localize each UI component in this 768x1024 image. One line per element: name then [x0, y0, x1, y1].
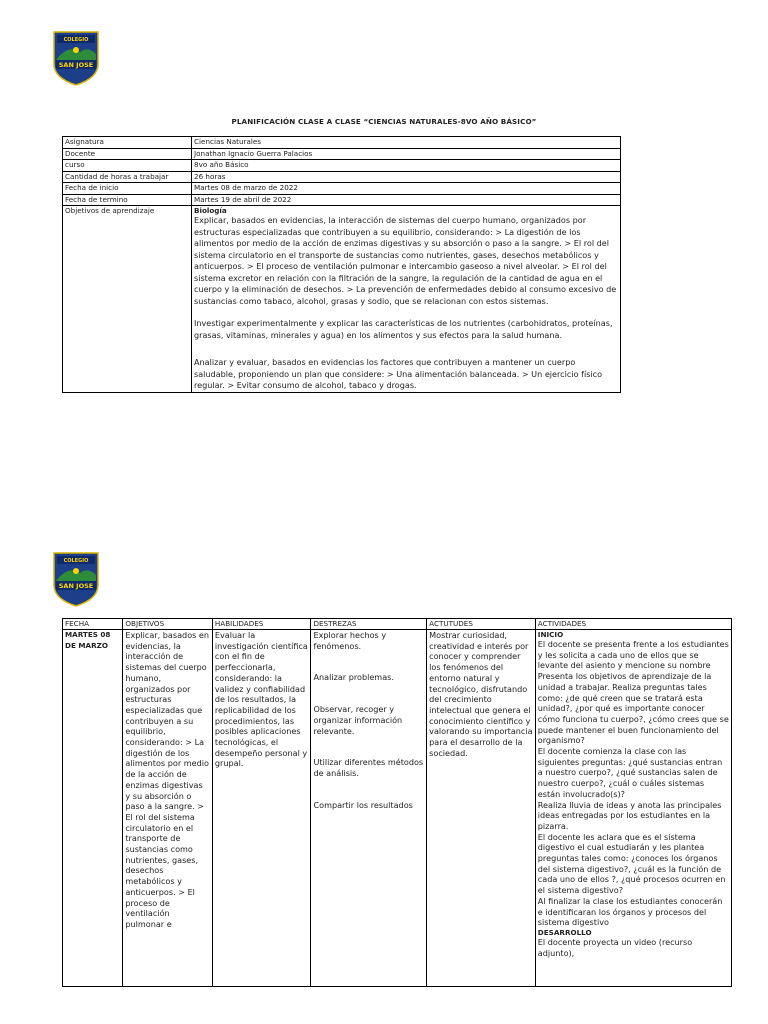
plan-objectives: Explicar, basados en evidencias, la interacción de sistemas del cuerpo humano, organizados por estructuras especializadas que contribuyen a su equilibrio, considerando: > La digestión de los alimentos por medio de la acción de enzimas digestivas y su absorción o paso a la sangre. > El rol del sistema circulatorio en el transporte de sustancias como nutrientes, gases, desechos metabólicos y anticuerpos. > El proceso de ventilación pulmonar e [123, 630, 213, 987]
objective-text: Analizar y evaluar, basados en evidencias los factores que contribuyen a mantener un cuerpo saludable, proponiendo un plan que considere: > Una alimentación balanceada. > Un ejercicio físico regular. > Evitar consumo de alcohol, tabaco y drogas. [194, 357, 603, 390]
school-crest-icon [52, 30, 100, 86]
info-label: curso [63, 160, 192, 172]
header-destrezas: DESTREZAS [311, 619, 427, 630]
activity-paragraph: Al finalizar la clase los estudiantes conocerán e identificaran los órganos y procesos del sistema digestivo [537, 895, 723, 928]
school-logo [52, 30, 100, 86]
ability-item: Explorar hechos y fenómenos. [313, 630, 387, 651]
activity-paragraph: El docente proyecta un video (recurso adjunto), [537, 936, 693, 958]
info-label: Asignatura [63, 137, 192, 149]
plan-attitudes: Mostrar curiosidad, creatividad e interés por conocer y comprender los fenómenos del entorno natural y tecnológico, disfrutando del crecimiento intelectual que genera el conocimiento científico y valorando su importancia para el desarrollo de la sociedad. [427, 630, 536, 987]
objectives-cell [192, 206, 621, 393]
activities-inicio-label: INICIO [537, 630, 564, 639]
ability-item: Utilizar diferentes métodos de análisis. [313, 757, 424, 778]
plan-row [63, 630, 732, 987]
school-crest-icon [52, 551, 100, 607]
logo-top-text: COLEGIO [63, 37, 89, 43]
activities-desarrollo-label: DESARROLLO [537, 927, 592, 937]
header-habilidades: HABILIDADES [212, 619, 311, 630]
activity-paragraph: El docente se presenta frente a los estudiantes y les solicita a cada uno de ellos que se levante del asiento y mencione su nombre [537, 639, 729, 671]
objectives-row [63, 206, 621, 393]
logo-main-text: SAN JOSE [58, 582, 94, 590]
plan-activities [535, 630, 731, 987]
activity-paragraph: Realiza lluvia de ideas y anota las principales ideas entregadas por los estudiantes en la pizarra. [537, 799, 722, 831]
activity-paragraph: Presenta los objetivos de aprendizaje de la unidad a trabajar. Realiza preguntas tales como: ¿de qué creen que se tratará esta unidad?, ¿por qué es importante conocer cómo funciona tu cuerpo?, ¿cómo crees que se puede mantener el buen funcionamiento del organismo? [537, 671, 729, 746]
objective-text: Explicar, basados en evidencias, la interacción de sistemas del cuerpo humano, organizados por estructuras especializadas que contribuyen a su equilibrio, considerando: > La digestión de los alimentos por medio de la acción de enzimas digestivas y su absorción o paso a la sangre. > El rol del sistema circulatorio en el transporte de sustancias como nutrientes, gases, desechos metabólicos y anticuerpos. > El proceso de ventilación pulmonar e intercambio gaseoso a nivel alveolar. > El rol del sistema excretor en relación con la filtración de la sangre, la regulación de la cantidad de agua en el cuerpo y la eliminación de desechos. > La prevención de enfermedades debido al consumo excesivo de sustancias como tabaco, alcohol, grasas y sodio, que se relacionan con estos sistemas. [194, 215, 617, 306]
activity-paragraph: El docente les aclara que es el sistema digestivo el cual estudiarán y les plantea preguntas tales como: ¿conoces los órganos del sistema digestivo?, ¿cuál es la función de cada uno de ellos ?, ¿qué procesos ocurren en el sistema digestivo? [537, 831, 726, 896]
lesson-plan-table [62, 618, 732, 987]
info-value: Martes 08 de marzo de 2022 [192, 183, 621, 195]
info-value: Jonathan Ignacio Guerra Palacios [192, 148, 621, 160]
info-label: Fecha de inicio [63, 183, 192, 195]
info-label: Docente [63, 148, 192, 160]
info-value: 26 horas [192, 171, 621, 183]
objective-text: Investigar experimentalmente y explicar las características de los nutrientes (carbohidratos, proteínas, grasas, vitaminas, minerales y agua) en los alimentos y sus efectos para la salud humana. [194, 318, 613, 340]
ability-item: Compartir los resultados [313, 799, 413, 810]
plan-date: MARTES 08 DE MARZO [63, 630, 123, 987]
info-row [63, 183, 621, 195]
header-fecha: FECHA [63, 619, 123, 630]
objectives-label: Objetivos de aprendizaje [63, 206, 192, 393]
info-value: 8vo año Básico [192, 160, 621, 172]
info-row [63, 137, 621, 149]
school-logo [52, 551, 100, 607]
activity-paragraph: El docente comienza la clase con las siguientes preguntas: ¿qué sustancias entran a nuestro cuerpo?, ¿qué sustancias salen de nuestro cuerpo?, ¿cuál o cuáles sistemas están involucrado(s)? [537, 746, 723, 799]
info-row [63, 148, 621, 160]
info-label: Fecha de termino [63, 194, 192, 206]
info-row [63, 194, 621, 206]
page-title: PLANIFICACIÓN CLASE A CLASE “CIENCIAS NATURALES-8VO AÑO BÁSICO” [231, 117, 537, 126]
logo-main-text: SAN JOSE [58, 61, 94, 69]
info-label: Cantidad de horas a trabajar [63, 171, 192, 183]
header-actitudes: ACTUTUDES [427, 619, 536, 630]
logo-top-text: COLEGIO [63, 558, 89, 564]
header-objetivos: OBJETIVOS [123, 619, 213, 630]
info-value: Martes 19 de abril de 2022 [192, 194, 621, 206]
ability-item: Observar, recoger y organizar información relevante. [313, 704, 403, 736]
info-value: Ciencias Naturales [192, 137, 621, 149]
info-row [63, 160, 621, 172]
info-row [63, 171, 621, 183]
objectives-heading: Biología [194, 206, 227, 215]
ability-item: Analizar problemas. [313, 672, 394, 683]
plan-skills: Evaluar la investigación científica con el fin de perfeccionarla, considerando: la validez y confiabilidad de los resultados, la replicabilidad de los procedimientos, las posibles aplicaciones tecnológicas, el desempeño personal y grupal. [212, 630, 311, 987]
course-info-table [62, 136, 621, 393]
header-actividades: ACTIVIDADES [535, 619, 731, 630]
plan-abilities [311, 630, 427, 987]
plan-header-row [63, 619, 732, 630]
